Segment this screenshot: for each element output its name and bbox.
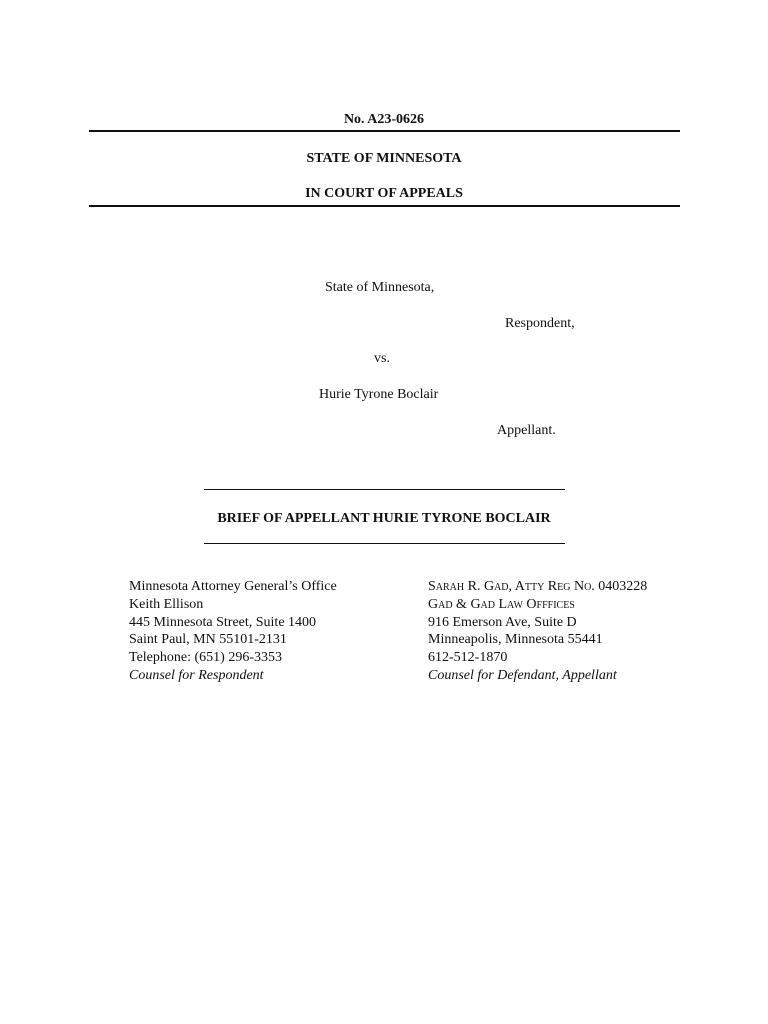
respondent-counsel-name: Keith Ellison	[129, 596, 204, 612]
appellant-name: Hurie Tyrone Boclair	[319, 387, 439, 402]
appellant-counsel-street: 916 Emerson Ave, Suite D	[428, 614, 577, 630]
versus-label: vs.	[374, 351, 390, 366]
counsel-appellant-block	[428, 578, 647, 685]
brief-title: BRIEF OF APPELLANT HURIE TYRONE BOCLAIR	[217, 511, 551, 526]
caption-bottom-rule	[89, 205, 680, 207]
respondent-counsel-phone: Telephone: (651) 296-3353	[129, 650, 282, 666]
top-rule	[89, 130, 680, 132]
respondent-counsel-role: Counsel for Respondent	[129, 667, 264, 683]
appellant-role: Appellant.	[497, 423, 556, 438]
appellant-counsel-phone: 612-512-1870	[428, 650, 508, 666]
respondent-counsel-street: 445 Minnesota Street, Suite 1400	[129, 614, 317, 630]
respondent-counsel-office: Minnesota Attorney General’s Office	[129, 579, 337, 594]
appellant-counsel-role: Counsel for Defendant, Appellant	[428, 667, 617, 683]
appellant-counsel-firm: Gad & Gad Law Offfices	[428, 596, 575, 612]
state-heading: STATE OF MINNESOTA	[306, 151, 462, 166]
counsel-respondent-block	[129, 578, 337, 685]
case-number: No. A23-0626	[343, 112, 425, 127]
title-bottom-rule	[204, 543, 565, 544]
title-top-rule	[204, 489, 565, 490]
appellant-counsel-city: Minneapolis, Minnesota 55441	[428, 632, 603, 648]
respondent-role: Respondent,	[505, 316, 575, 331]
court-heading: IN COURT OF APPEALS	[305, 186, 463, 201]
appellant-counsel-name: Sarah R. Gad, Atty Reg No. 0403228	[428, 579, 648, 594]
respondent-name: State of Minnesota,	[325, 280, 435, 295]
respondent-counsel-city: Saint Paul, MN 55101-2131	[129, 632, 287, 648]
